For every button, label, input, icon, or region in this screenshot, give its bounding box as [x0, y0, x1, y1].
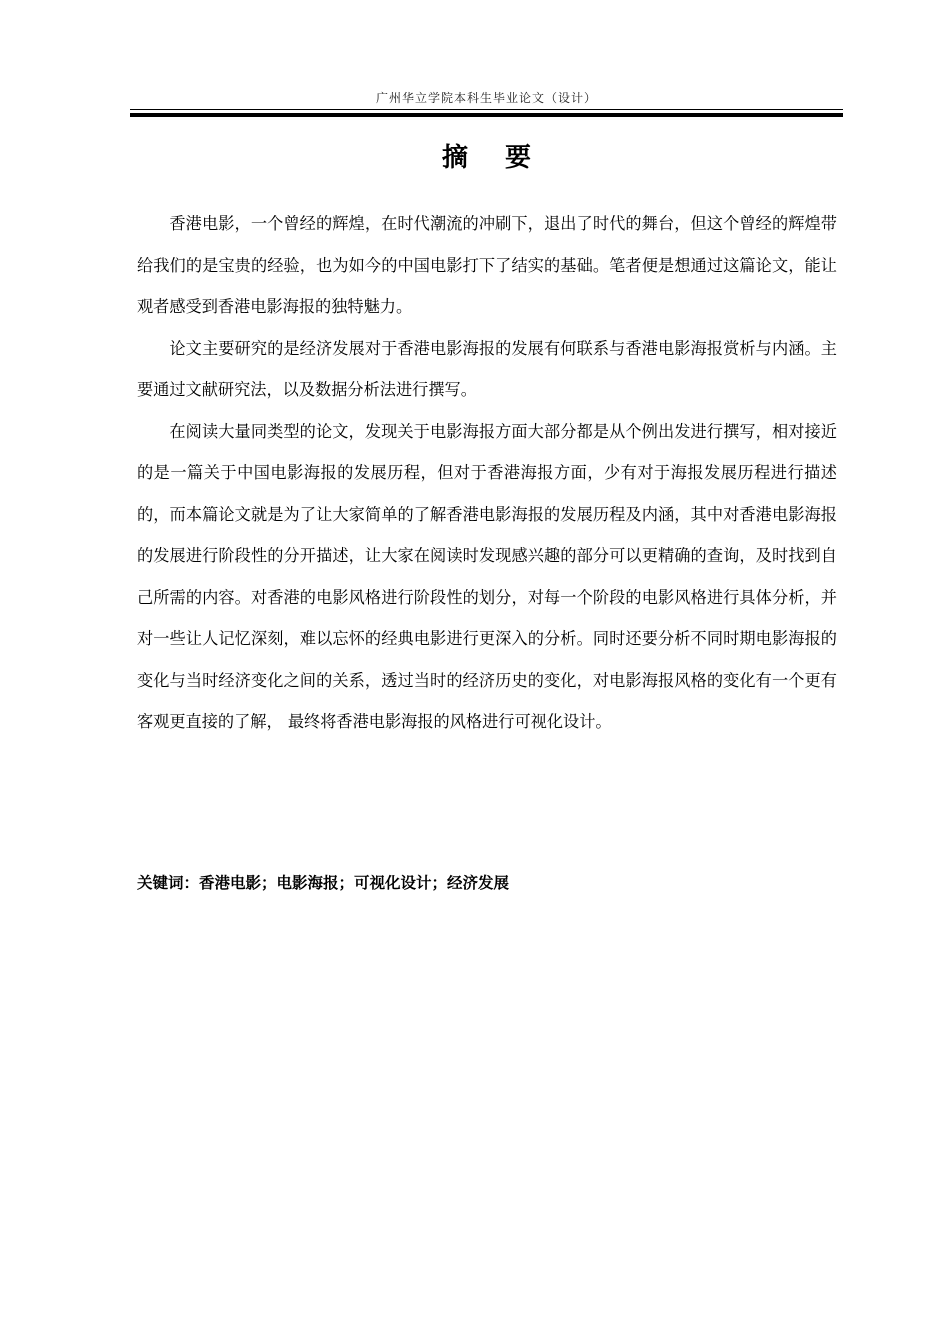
header-rule-thin	[130, 109, 843, 110]
keywords-label: 关键词：	[137, 874, 200, 892]
abstract-title: 摘 要	[441, 143, 546, 173]
keywords-items: 香港电影；电影海报；可视化设计；经济发展	[199, 874, 510, 892]
abstract-paragraph-3: 在阅读大量同类型的论文，发现关于电影海报方面大部分都是从个例出发进行撰写，相对接近的是一篇关于中国电影海报的发展历程，但对于香港海报方面，少有对于海报发展历程进行描述的，而本篇论文就是为了让大家简单的了解香港电影海报的发展历程及内涵，其中对香港电影海报的发展进行阶段性的分开描述，让大家在阅读时发现感兴趣的部分可以更精确的查询，及时找到自己所需的内容。对香港的电影风格进行阶段性的划分，对每一个阶段的电影风格进行具体分析，并对一些让人记忆深刻，难以忘怀的经典电影进行更深入的分析。同时还要分析不同时期电影海报的变化与当时经济变化之间的关系，透过当时的经济历史的变化，对电影海报风格的变化有一个更有客观更直接的了解， 最终将香港电影海报的风格进行可视化设计。	[137, 421, 837, 731]
header-rule-thick	[130, 113, 843, 117]
running-header: 广州华立学院本科生毕业论文（设计）	[375, 91, 597, 105]
abstract-paragraph-1: 香港电影，一个曾经的辉煌，在时代潮流的冲刷下，退出了时代的舞台，但这个曾经的辉煌带给我们的是宝贵的经验，也为如今的中国电影打下了结实的基础。笔者便是想通过这篇论文，能让观者感受到香港电影海报的独特魅力。	[137, 214, 837, 316]
keywords-line	[137, 869, 837, 897]
abstract-body	[137, 203, 837, 743]
abstract-paragraph-2: 论文主要研究的是经济发展对于香港电影海报的发展有何联系与香港电影海报赏析与内涵。主要通过文献研究法，以及数据分析法进行撰写。	[137, 338, 837, 399]
